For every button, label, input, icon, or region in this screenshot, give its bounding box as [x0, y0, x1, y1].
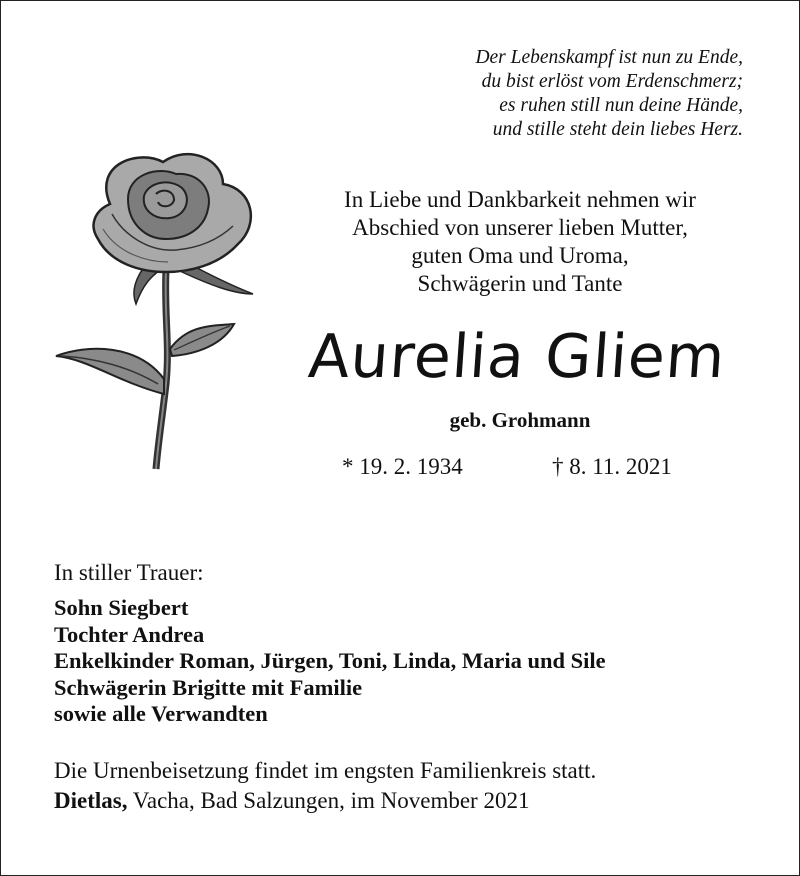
place-date-line	[54, 786, 596, 816]
mourning-label: In stiller Trauer:	[54, 560, 204, 585]
farewell-line: In Liebe und Dankbarkeit nehmen wir	[344, 187, 696, 212]
poem-line: Der Lebenskampf ist nun zu Ende,	[475, 47, 743, 68]
mourners-list	[54, 595, 606, 728]
death-date: † 8. 11. 2021	[552, 454, 672, 479]
burial-notice	[54, 756, 596, 816]
mourner-entry: Sohn Siegbert	[54, 595, 189, 620]
farewell-line: guten Oma und Uroma,	[411, 243, 629, 268]
mourner-entry: Schwägerin Brigitte mit Familie	[54, 674, 363, 700]
poem-line: und stille steht dein liebes Herz.	[492, 119, 743, 140]
farewell-text	[290, 186, 750, 298]
deceased-name: Aurelia Gliem	[306, 322, 728, 392]
place-primary: Dietlas,	[54, 788, 128, 813]
mourner-entry: Tochter Andrea	[54, 621, 205, 647]
farewell-line: Abschied von unserer lieben Mutter,	[352, 215, 688, 240]
poem-line: du bist erlöst vom Erdenschmerz;	[481, 71, 743, 92]
mourner-entry: sowie alle Verwandten	[54, 701, 268, 726]
birth-date: * 19. 2. 1934	[342, 454, 463, 479]
poem-line: es ruhen still nun deine Hände,	[499, 95, 743, 116]
memorial-poem	[400, 46, 743, 142]
farewell-line: Schwägerin und Tante	[417, 271, 623, 296]
place-rest: Vacha, Bad Salzungen, im November 2021	[127, 788, 530, 813]
rose-icon	[48, 144, 263, 474]
mourner-entry: Enkelkinder Roman, Jürgen, Toni, Linda, Maria und Sile	[54, 648, 606, 673]
maiden-name: geb. Grohmann	[449, 408, 591, 432]
burial-text: Die Urnenbeisetzung findet im engsten Familienkreis statt.	[54, 758, 597, 783]
